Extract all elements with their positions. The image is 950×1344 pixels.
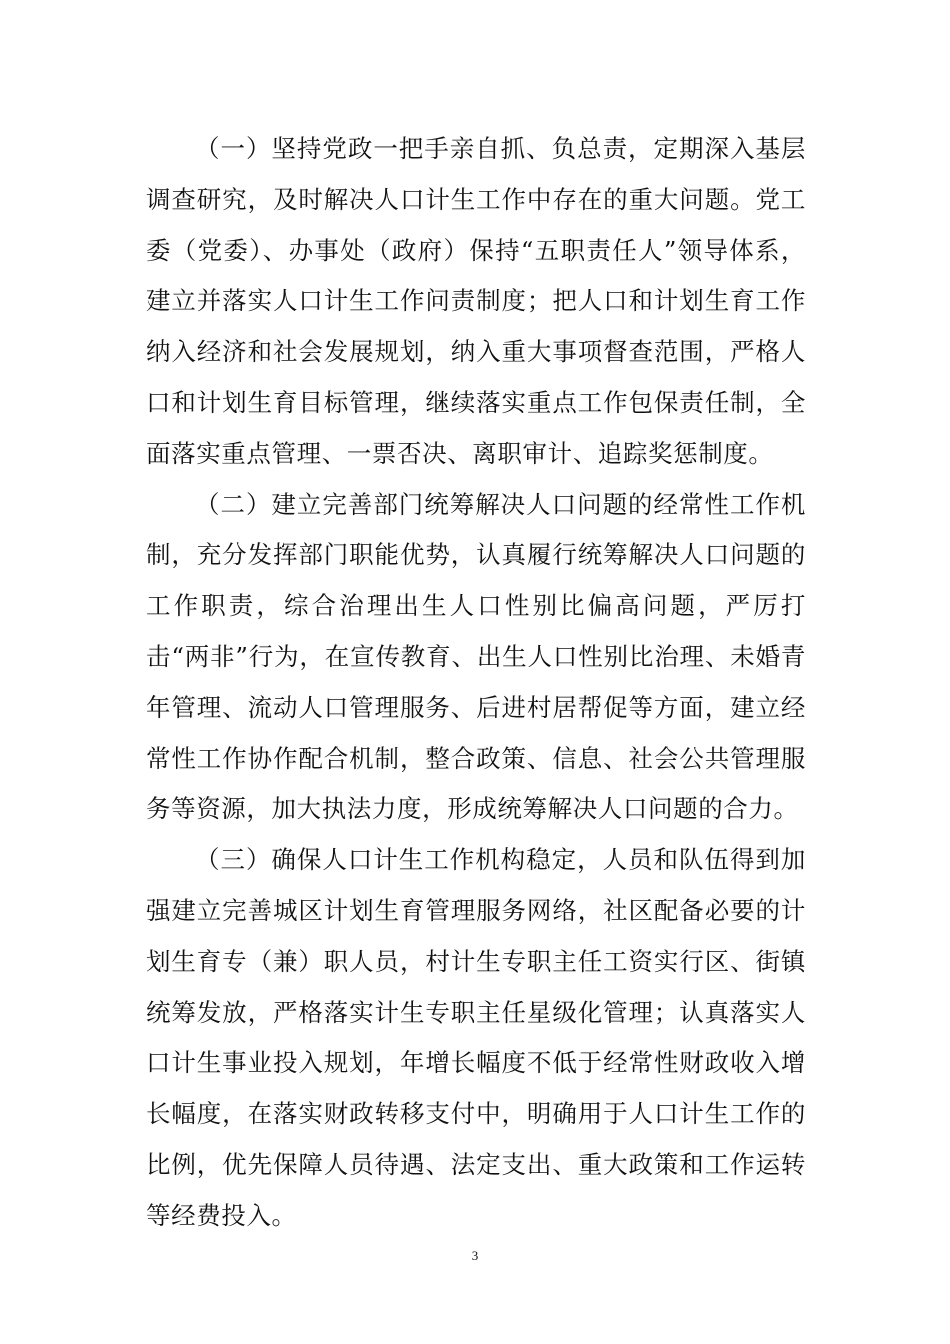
paragraph-1: （一）坚持党政一把手亲自抓、负总责，定期深入基层调查研究，及时解决人口计生工作中存在的重大问题。党工委（党委）、办事处（政府）保持“五职责任人”领导体系，建立并落实人口计生工作问责制度；把人口和计划生育工作纳入经济和社会发展规划，纳入重大事项督查范围，严格人口和计划生育目标管理，继续落实重点工作包保责任制，全面落实重点管理、一票否决、离职审计、追踪奖惩制度。 bbox=[146, 134, 806, 468]
paragraph-2: （二）建立完善部门统筹解决人口问题的经常性工作机制，充分发挥部门职能优势，认真履行统筹解决人口问题的工作职责，综合治理出生人口性别比偏高问题，严厉打击“两非”行为，在宣传教育、出生人口性别比治理、未婚青年管理、流动人口管理服务、后进村居帮促等方面，建立经常性工作协作配合机制，整合政策、信息、社会公共管理服务等资源，加大执法力度，形成统筹解决人口问题的合力。 bbox=[146, 489, 806, 824]
page-number: 3 bbox=[471, 1248, 479, 1263]
paragraph-3: （三）确保人口计生工作机构稳定，人员和队伍得到加强建立完善城区计划生育管理服务网络，社区配备必要的计划生育专（兼）职人员，村计生专职主任工资实行区、街镇统筹发放，严格落实计生专职主任星级化管理；认真落实人口计生事业投入规划，年增长幅度不低于经常性财政收入增长幅度，在落实财政转移支付中，明确用于人口计生工作的比例，优先保障人员待遇、法定支出、重大政策和工作运转等经费投入。 bbox=[146, 845, 806, 1230]
document-body bbox=[146, 124, 806, 1242]
